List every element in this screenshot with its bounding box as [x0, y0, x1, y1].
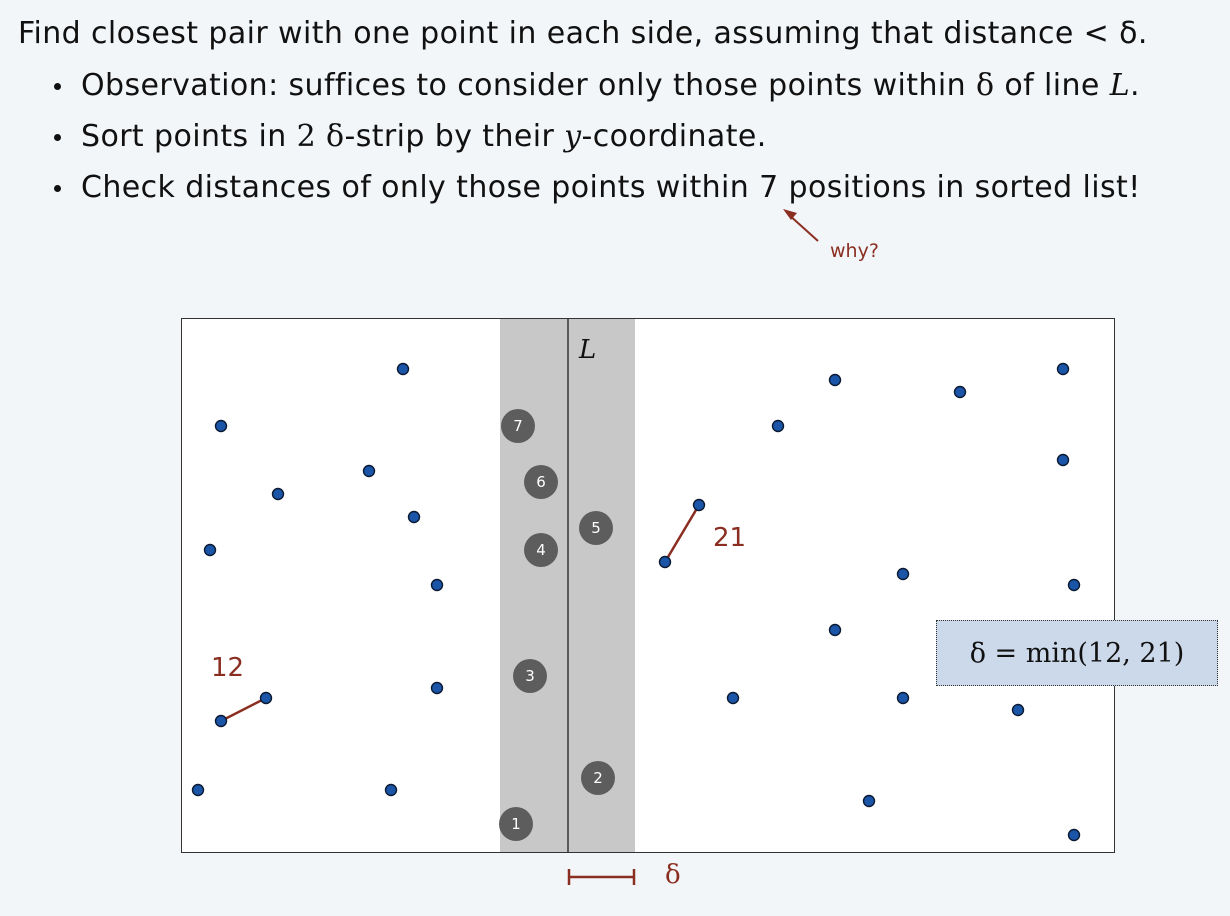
point: [205, 545, 216, 556]
point: [273, 489, 284, 500]
delta-marker: [568, 869, 635, 885]
delta-callout: δ = min(12, 21): [936, 620, 1218, 686]
point: [773, 421, 784, 432]
line-label: L: [579, 335, 597, 365]
delta-label: δ: [665, 860, 681, 890]
point: [364, 466, 375, 477]
point: [694, 500, 705, 511]
strip-point-1: [499, 807, 533, 841]
svg-text:7: 7: [513, 417, 523, 435]
svg-text:6: 6: [536, 473, 546, 491]
point: [261, 693, 272, 704]
strip-point-4: [524, 533, 558, 567]
strip-point-5: [579, 511, 613, 545]
strip-point-2: [581, 761, 615, 795]
why-annotation: why?: [830, 240, 879, 262]
point: [1058, 364, 1069, 375]
left-pair-label: 12: [211, 653, 245, 683]
point: [955, 387, 966, 398]
headline: Find closest pair with one point in each side, assuming that distance < δ.: [18, 16, 1148, 51]
bullet-check: Check distances of only those points within 7 positions in sorted list!: [52, 170, 1141, 221]
point: [830, 375, 841, 386]
point: [398, 364, 409, 375]
point: [898, 569, 909, 580]
point: [386, 785, 397, 796]
bullet-sort: Sort points in 2 δ-strip by their y-coordinate.: [52, 119, 1141, 170]
svg-text:1: 1: [511, 815, 521, 833]
svg-text:3: 3: [525, 667, 535, 685]
point: [898, 693, 909, 704]
point: [432, 683, 443, 694]
point: [432, 580, 443, 591]
point: [216, 716, 227, 727]
strip-point-3: [513, 659, 547, 693]
why-arrowhead: [783, 209, 797, 220]
strip-point-6: [524, 465, 558, 499]
point: [728, 693, 739, 704]
plane-border: [182, 319, 1115, 853]
point: [830, 625, 841, 636]
point: [1013, 705, 1024, 716]
strip-point-7: [501, 409, 535, 443]
point: [216, 421, 227, 432]
point: [1069, 580, 1080, 591]
point: [1058, 455, 1069, 466]
point: [1069, 830, 1080, 841]
point: [660, 557, 671, 568]
svg-text:5: 5: [591, 519, 601, 537]
bullet-observation: Observation: suffices to consider only those points within δ of line L.: [52, 68, 1141, 119]
svg-text:4: 4: [536, 541, 546, 559]
point: [864, 796, 875, 807]
right-pair-label: 21: [713, 523, 747, 553]
point: [193, 785, 204, 796]
svg-text:2: 2: [593, 769, 603, 787]
point: [409, 512, 420, 523]
